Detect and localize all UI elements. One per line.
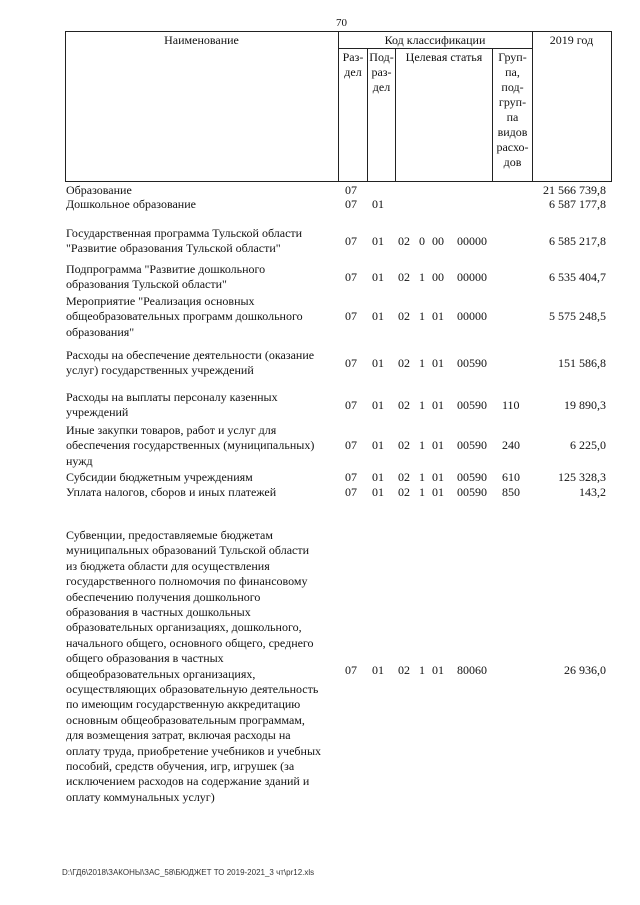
- row-t2: 1: [419, 398, 425, 412]
- row-name-line: из бюджета области для осуществления: [66, 558, 270, 573]
- page-number: 70: [336, 17, 347, 29]
- row-podrazdel: 01: [372, 197, 384, 211]
- row-t4: 00590: [457, 470, 487, 484]
- row-t4: 80060: [457, 663, 487, 677]
- row-name-line: Мероприятие "Реализация основных: [66, 294, 255, 308]
- row-razdel: 07: [345, 234, 357, 248]
- row-amount: 125 328,3: [558, 470, 606, 484]
- row-name-line: оплату коммунальных услуг): [66, 789, 215, 804]
- row-t4: 00590: [457, 356, 487, 370]
- row-vr: 610: [502, 470, 520, 484]
- row-name-line: Субвенции, предоставляемые бюджетам: [66, 528, 273, 542]
- row-razdel: 07: [345, 438, 357, 452]
- row-t1: 02: [398, 234, 410, 248]
- row-name-line: учреждений: [66, 405, 129, 420]
- row-t4: 00000: [457, 270, 487, 284]
- row-amount: 6 225,0: [570, 438, 606, 452]
- row-t2: 1: [419, 438, 425, 452]
- row-name-line: осуществляющих образовательную деятельность: [66, 682, 319, 696]
- row-t3: 01: [432, 470, 444, 484]
- row-t2: 1: [419, 356, 425, 370]
- row-podrazdel: 01: [372, 234, 384, 248]
- row-name-line: основным общеобразовательным программам,: [66, 712, 305, 727]
- row-t3: 01: [432, 485, 444, 499]
- row-name-line: обеспечению получения дошкольного: [66, 589, 261, 604]
- row-podrazdel: 01: [372, 270, 384, 284]
- row-t3: 01: [432, 663, 444, 677]
- row-name-line: Дошкольное образование: [66, 197, 196, 211]
- footer-file-path: D:\ГД6\2018\ЗАКОНЫ\ЗАС_58\БЮДЖЕТ ТО 2019-2021_3 чт\pr12.xls: [62, 868, 315, 877]
- row-razdel: 07: [345, 183, 357, 197]
- row-t3: 01: [432, 309, 444, 323]
- row-podrazdel: 01: [372, 398, 384, 412]
- header-name: Наименование: [164, 33, 239, 47]
- row-name-line: Расходы на выплаты персоналу казенных: [66, 390, 278, 404]
- row-name-line: для возмещения затрат, включая расходы на: [66, 728, 291, 743]
- row-name-line: по имеющим государственную аккредитацию: [66, 697, 301, 712]
- row-razdel: 07: [345, 197, 357, 211]
- row-amount: 21 566 739,8: [543, 183, 606, 197]
- row-t1: 02: [398, 470, 410, 484]
- row-vr: 110: [502, 398, 520, 412]
- row-t1: 02: [398, 309, 410, 323]
- row-name-line: обеспечения государственных (муниципальных): [66, 438, 315, 453]
- row-t1: 02: [398, 398, 410, 412]
- row-name-line: общеобразовательных программ дошкольного: [66, 309, 303, 324]
- row-t4: 00590: [457, 438, 487, 452]
- row-vr: 850: [502, 485, 520, 499]
- row-name-line: Государственная программа Тульской области: [66, 226, 303, 240]
- row-amount: 143,2: [579, 485, 606, 499]
- row-t4: 00590: [457, 398, 487, 412]
- row-t1: 02: [398, 485, 410, 499]
- row-name-line: Иные закупки товаров, работ и услуг для: [66, 423, 277, 437]
- row-name-line: муниципальных образований Тульской области: [66, 543, 310, 558]
- row-t1: 02: [398, 270, 410, 284]
- row-t3: 01: [432, 356, 444, 370]
- row-t1: 02: [398, 438, 410, 452]
- row-name-line: Образование: [66, 183, 132, 197]
- row-podrazdel: 01: [372, 309, 384, 323]
- row-name-line: "Развитие образования Тульской области": [66, 241, 281, 256]
- row-name-line: государственного полномочия по финансовому: [66, 574, 308, 589]
- row-podrazdel: 01: [372, 438, 384, 452]
- row-name-line: Расходы на обеспечение деятельности (оказание: [66, 348, 315, 362]
- row-t2: 1: [419, 663, 425, 677]
- row-razdel: 07: [345, 470, 357, 484]
- row-amount: 19 890,3: [564, 398, 606, 412]
- row-name-line: Уплата налогов, сборов и иных платежей: [66, 485, 277, 499]
- row-name-line: образования в частных дошкольных: [66, 605, 251, 619]
- row-name-line: оплату труда, приобретение учебников и учебных: [66, 743, 322, 758]
- row-podrazdel: 01: [372, 470, 384, 484]
- row-amount: 26 936,0: [564, 663, 606, 677]
- row-t2: 1: [419, 309, 425, 323]
- row-razdel: 07: [345, 663, 357, 677]
- row-t1: 02: [398, 663, 410, 677]
- row-name-line: общего образования в частных: [66, 651, 224, 666]
- row-podrazdel: 01: [372, 485, 384, 499]
- row-t3: 01: [432, 398, 444, 412]
- row-vr: 240: [502, 438, 520, 452]
- row-name-line: пособий, средств обучения, игр, игрушек (за: [66, 759, 295, 773]
- row-t2: 0: [419, 234, 425, 248]
- row-t1: 02: [398, 356, 410, 370]
- row-podrazdel: 01: [372, 356, 384, 370]
- header-podrazdel: Под- раз- дел: [369, 50, 394, 94]
- row-razdel: 07: [345, 309, 357, 323]
- row-amount: 6 587 177,8: [549, 197, 606, 211]
- row-name-line: общеобразовательных организациях,: [66, 666, 256, 681]
- row-t3: 01: [432, 438, 444, 452]
- row-t2: 1: [419, 485, 425, 499]
- row-amount: 151 586,8: [558, 356, 606, 370]
- row-name-line: образования": [66, 324, 135, 339]
- row-razdel: 07: [345, 356, 357, 370]
- row-name-line: образования Тульской области": [66, 277, 227, 292]
- row-name-line: начального общего, основного общего, среднего: [66, 635, 314, 650]
- row-t4: 00000: [457, 234, 487, 248]
- row-t2: 1: [419, 270, 425, 284]
- row-name-line: Подпрограмма "Развитие дошкольного: [66, 262, 266, 276]
- row-amount: 5 575 248,5: [549, 309, 606, 323]
- header-code: Код классификации: [384, 33, 486, 47]
- row-name-line: услуг) государственных учреждений: [66, 363, 254, 378]
- row-name-line: исключением расходов на содержание зданий и: [66, 774, 310, 789]
- row-t3: 00: [432, 234, 444, 248]
- row-t4: 00590: [457, 485, 487, 499]
- row-name-line: образовательных организациях, дошкольного,: [66, 620, 302, 635]
- header-group: Груп- па, под- груп- па видов расхо- дов: [496, 50, 529, 169]
- row-razdel: 07: [345, 398, 357, 412]
- row-name-line: Субсидии бюджетным учреждениям: [66, 470, 253, 484]
- row-podrazdel: 01: [372, 663, 384, 677]
- row-razdel: 07: [345, 270, 357, 284]
- header-razdel: Раз- дел: [342, 50, 364, 79]
- row-t3: 00: [432, 270, 444, 284]
- header-year: 2019 год: [549, 33, 594, 47]
- row-name-line: нужд: [66, 453, 93, 468]
- row-amount: 6 535 404,7: [549, 270, 606, 284]
- row-t2: 1: [419, 470, 425, 484]
- row-t4: 00000: [457, 309, 487, 323]
- header-target: Целевая статья: [405, 50, 483, 64]
- row-razdel: 07: [345, 485, 357, 499]
- row-amount: 6 585 217,8: [549, 234, 606, 248]
